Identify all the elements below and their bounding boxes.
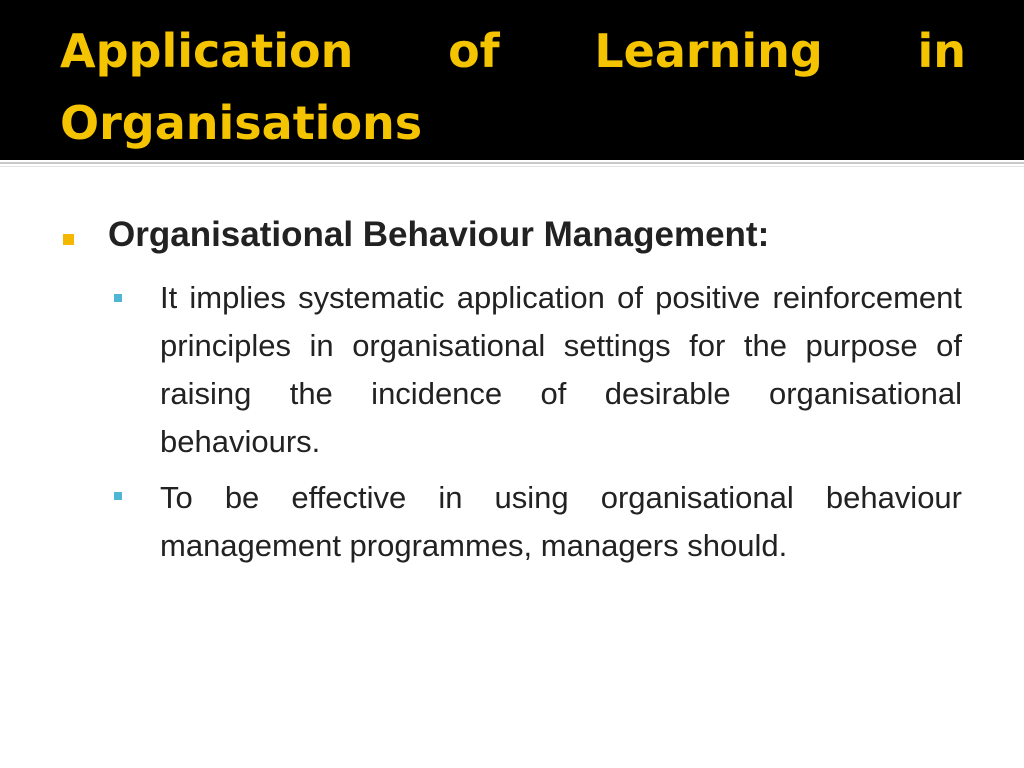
title-word: Application [60,24,354,78]
slide-title-line-1 [60,24,966,78]
square-bullet-icon [114,294,122,302]
title-word: Learning [594,24,823,78]
title-word: in [917,24,966,78]
section-heading: Organisational Behaviour Management: [108,215,770,254]
square-bullet-icon [63,234,74,245]
title-divider [0,162,1024,164]
bullet-point: It implies systematic application of positive reinforcement principles in organisational settings for the purpose of raising the incidence of desirable organisational behaviours. [160,280,962,459]
title-divider-thin [0,166,1024,167]
title-word: of [448,24,500,78]
slide-title-line-2: Organisations [60,96,423,150]
bullet-point: To be effective in using organisational behaviour management programmes, managers should. [160,480,962,563]
square-bullet-icon [114,492,122,500]
title-bar [0,0,1024,160]
